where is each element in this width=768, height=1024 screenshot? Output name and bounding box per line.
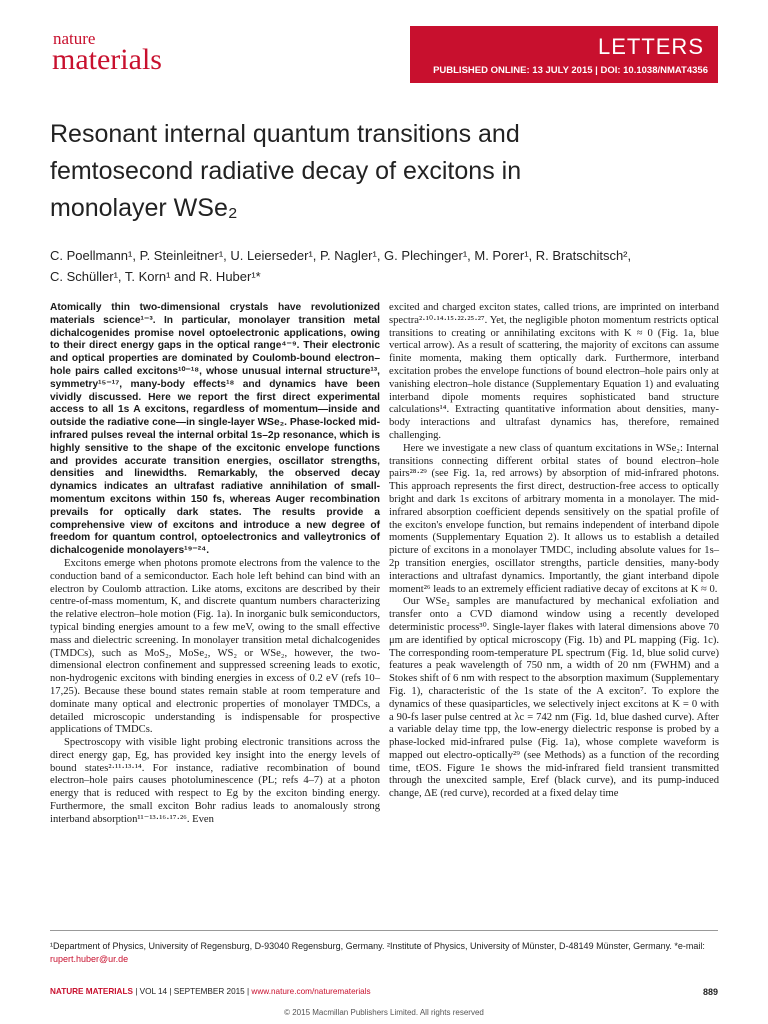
right-column [389,302,719,801]
abstract: Atomically thin two-dimensional crystals have revolutionized materials science¹⁻³. In particular, monolayer transition metal dichalcogenides promise novel optoelectronic applications, owing to their direct energy gaps in the optical range⁴⁻⁹. Their electronic and optical properties are dominated by Coulomb-bound electron–hole pairs called excitons¹⁰⁻¹⁸, whose unusual internal structure¹³, symmetry¹⁵⁻¹⁷, many-body effects¹⁸ and dynamics have been vividly discussed. Here we report the first direct experimental access to all 1s A excitons, regardless of momentum—inside and outside the radiative cone—in single-layer WSe₂. Phase-locked mid-infrared pulses reveal the internal orbital 1s–2p resonance, which is highly sensitive to the shape of the excitonic envelope functions and provides accurate transition energies, oscillator strengths, densities and linewidths. Remarkably, the observed decay dynamics indicates an ultrafast radiative annihilation of small-momentum excitons within 150 fs, whereas Auger recombination prevails for optically dark states. The results provide a comprehensive view of excitons and introduce a new degree of freedom for quantum control, optoelectronics and valleytronics of dichalcogenide monolayers¹⁹⁻²⁴. [50,302,380,557]
body-paragraph: Spectroscopy with visible light probing electronic transitions across the direct energy gap, Eg, has provided key insight into the energy levels of bound states²·¹¹·¹³·¹⁴. For instance, radiative recombination of bound electron–hole pairs causes photoluminescence (PL; refs 4–7) at a photon energy that is reduced with respect to Eg by the exciton binding energy. Furthermore, the small exciton Bohr radius leads to anomalously strong interband absorption¹¹⁻¹³·¹⁶·¹⁷·²⁶. Even [50,737,380,825]
publication-info: PUBLISHED ONLINE: 13 JULY 2015 | DOI: 10.1038/NMAT4356 [433,65,708,76]
title-line: monolayer WSe₂ [50,194,238,222]
email-link[interactable]: rupert.huber@ur.de [50,954,129,964]
affiliations-footnote [50,940,720,966]
footnote-divider [50,930,718,931]
title-line: Resonant internal quantum transitions and [50,120,520,148]
affiliations-text: ¹Department of Physics, University of Regensburg, D-93040 Regensburg, Germany. ²Institute of Physics, University of Münster, D-48149 Münster, Germany. *e-mail: [50,941,705,951]
footer-journal: NATURE MATERIALS [50,987,133,996]
body-paragraph: excited and charged exciton states, called trions, are imprinted on interband spectra²·¹⁰·¹⁴·¹⁵·²²·²⁵·²⁷. Yet, the negligible photon momentum restricts optical transitions to creating or annihilating excitons with K ≈ 0 (Fig. 1a, blue vertical arrow). As a result of scattering, the majority of excitons can assume finite momenta, making them optically dark. Furthermore, interband excitation probes the envelope functions of bound electron–hole pairs only at vanishing electron–hole distance (Supplementary Equation 1) and evaluating interband dipole moments requires sophisticated band structure calculations¹⁴. Extracting quantitative information about densities, many-body interactions and ultrafast dynamics has, therefore, remained challenging. [389,302,719,441]
page-number: 889 [702,987,718,997]
body-paragraph: Here we investigate a new class of quantum excitations in WSe₂: Internal transitions connecting different orbital states of bound electron–hole pairs²⁸·²⁹ (see Fig. 1a, red arrows) by absorption of mid-infrared photons. This approach represents the first direct, destruction-free access to optically bright and dark 1s excitons of arbitrary momenta in a monolayer. The mid-infrared absorption coefficient depends sensitively on the spatial profile of the exciton's envelope function, but remains independent of interband dipole moments (Supplementary Equation 2). It allows us to establish a detailed picture of excitons in a monolayer TMDC, including absolute values for 1s–2p transition energies, oscillator strengths, particle densities, many-body interactions and ultrafast dynamics. Importantly, the giant interband dipole moment²⁶ leads to an extremely efficient radiative decay of excitons at K ≈ 0. [389,442,719,595]
body-paragraph: Our WSe₂ samples are manufactured by mechanical exfoliation and transfer onto a CVD diamond window using a recently developed deterministic process³⁰. Single-layer flakes with lateral dimensions above 70 μm are identified by optical microscopy (Fig. 1b) and PL mapping (Fig. 1c). The corresponding room-temperature PL spectrum (Fig. 1d, blue solid curve) features a peak wavelength of 750 nm, a width of 20 nm (FWHM) and a Stokes shift of 6 nm with respect to the absorption maximum (Supplementary Fig. 1), characteristic of the 1s state of the A exciton⁷. To explore the dynamics of these quasiparticles, we selectively inject excitons at K = 0 with a 90-fs laser pulse centred at λc = 742 nm (Fig. 1d, blue dashed curve). After a variable delay time tpp, the low-energy dielectric response is probed by a phase-locked mid-infrared pulse (Fig. 1a), whose complete waveform is mapped out electro-optically²⁹ (see Methods) as a function of the recording time, tEOS. Figure 1e shows the mid-infrared field transient transmitted through the unexcited sample, Eref (black curve), and its pump-induced change, ΔE (red curve), recorded at a fixed delay time [389,596,719,800]
section-banner [410,26,718,83]
left-column [50,302,380,827]
article-title [50,116,690,227]
section-label: LETTERS [597,34,704,59]
title-line: femtosecond radiative decay of excitons in [50,157,522,185]
journal-logo-materials: materials [52,43,162,76]
footer-url[interactable]: www.nature.com/naturematerials [251,987,371,996]
copyright: © 2015 Macmillan Publishers Limited. All rights reserved [284,1008,484,1017]
author-line: C. Poellmann¹, P. Steinleitner¹, U. Leierseder¹, P. Nagler¹, G. Plechinger¹, M. Porer¹, R. Bratschitsch², [50,248,632,263]
published-date: PUBLISHED ONLINE: 13 JULY 2015 [433,65,593,76]
author-line: C. Schüller¹, T. Korn¹ and R. Huber¹* [50,269,261,284]
body-paragraph: Excitons emerge when photons promote electrons from the valence to the conduction band of a semiconductor. Each hole left behind can bind with an electron by Coulomb attraction. Like atoms, excitons are described by their centre-of-mass momentum, K, and discrete quantum numbers characterizing the relative electron–hole motion (Fig. 1a). In inorganic bulk semiconductors, typical binding energies amount to a few meV, owing to the small effective mass and dielectric screening. In monolayer transition metal dichalcogenides (TMDCs), such as MoS₂, MoSe₂, WS₂ or WSe₂, however, the two-dimensional electron confinement and suppressed screening leads to exotic, non-hydrogenic excitons with binding energies in excess of 0.2 eV (refs 10–17,25). Because these bound states remain stable at room temperature and dominate many optical and electronic properties of monolayer TMDCs, a detailed microscopic understanding is indispensable for prospective applications of TMDCs. [50,557,380,736]
footer-issue: | VOL 14 | SEPTEMBER 2015 | [132,987,252,996]
page-footer [50,987,718,996]
author-list [50,245,720,287]
doi[interactable]: DOI: 10.1038/NMAT4356 [600,65,708,76]
journal-logo-nature: nature [53,29,96,48]
